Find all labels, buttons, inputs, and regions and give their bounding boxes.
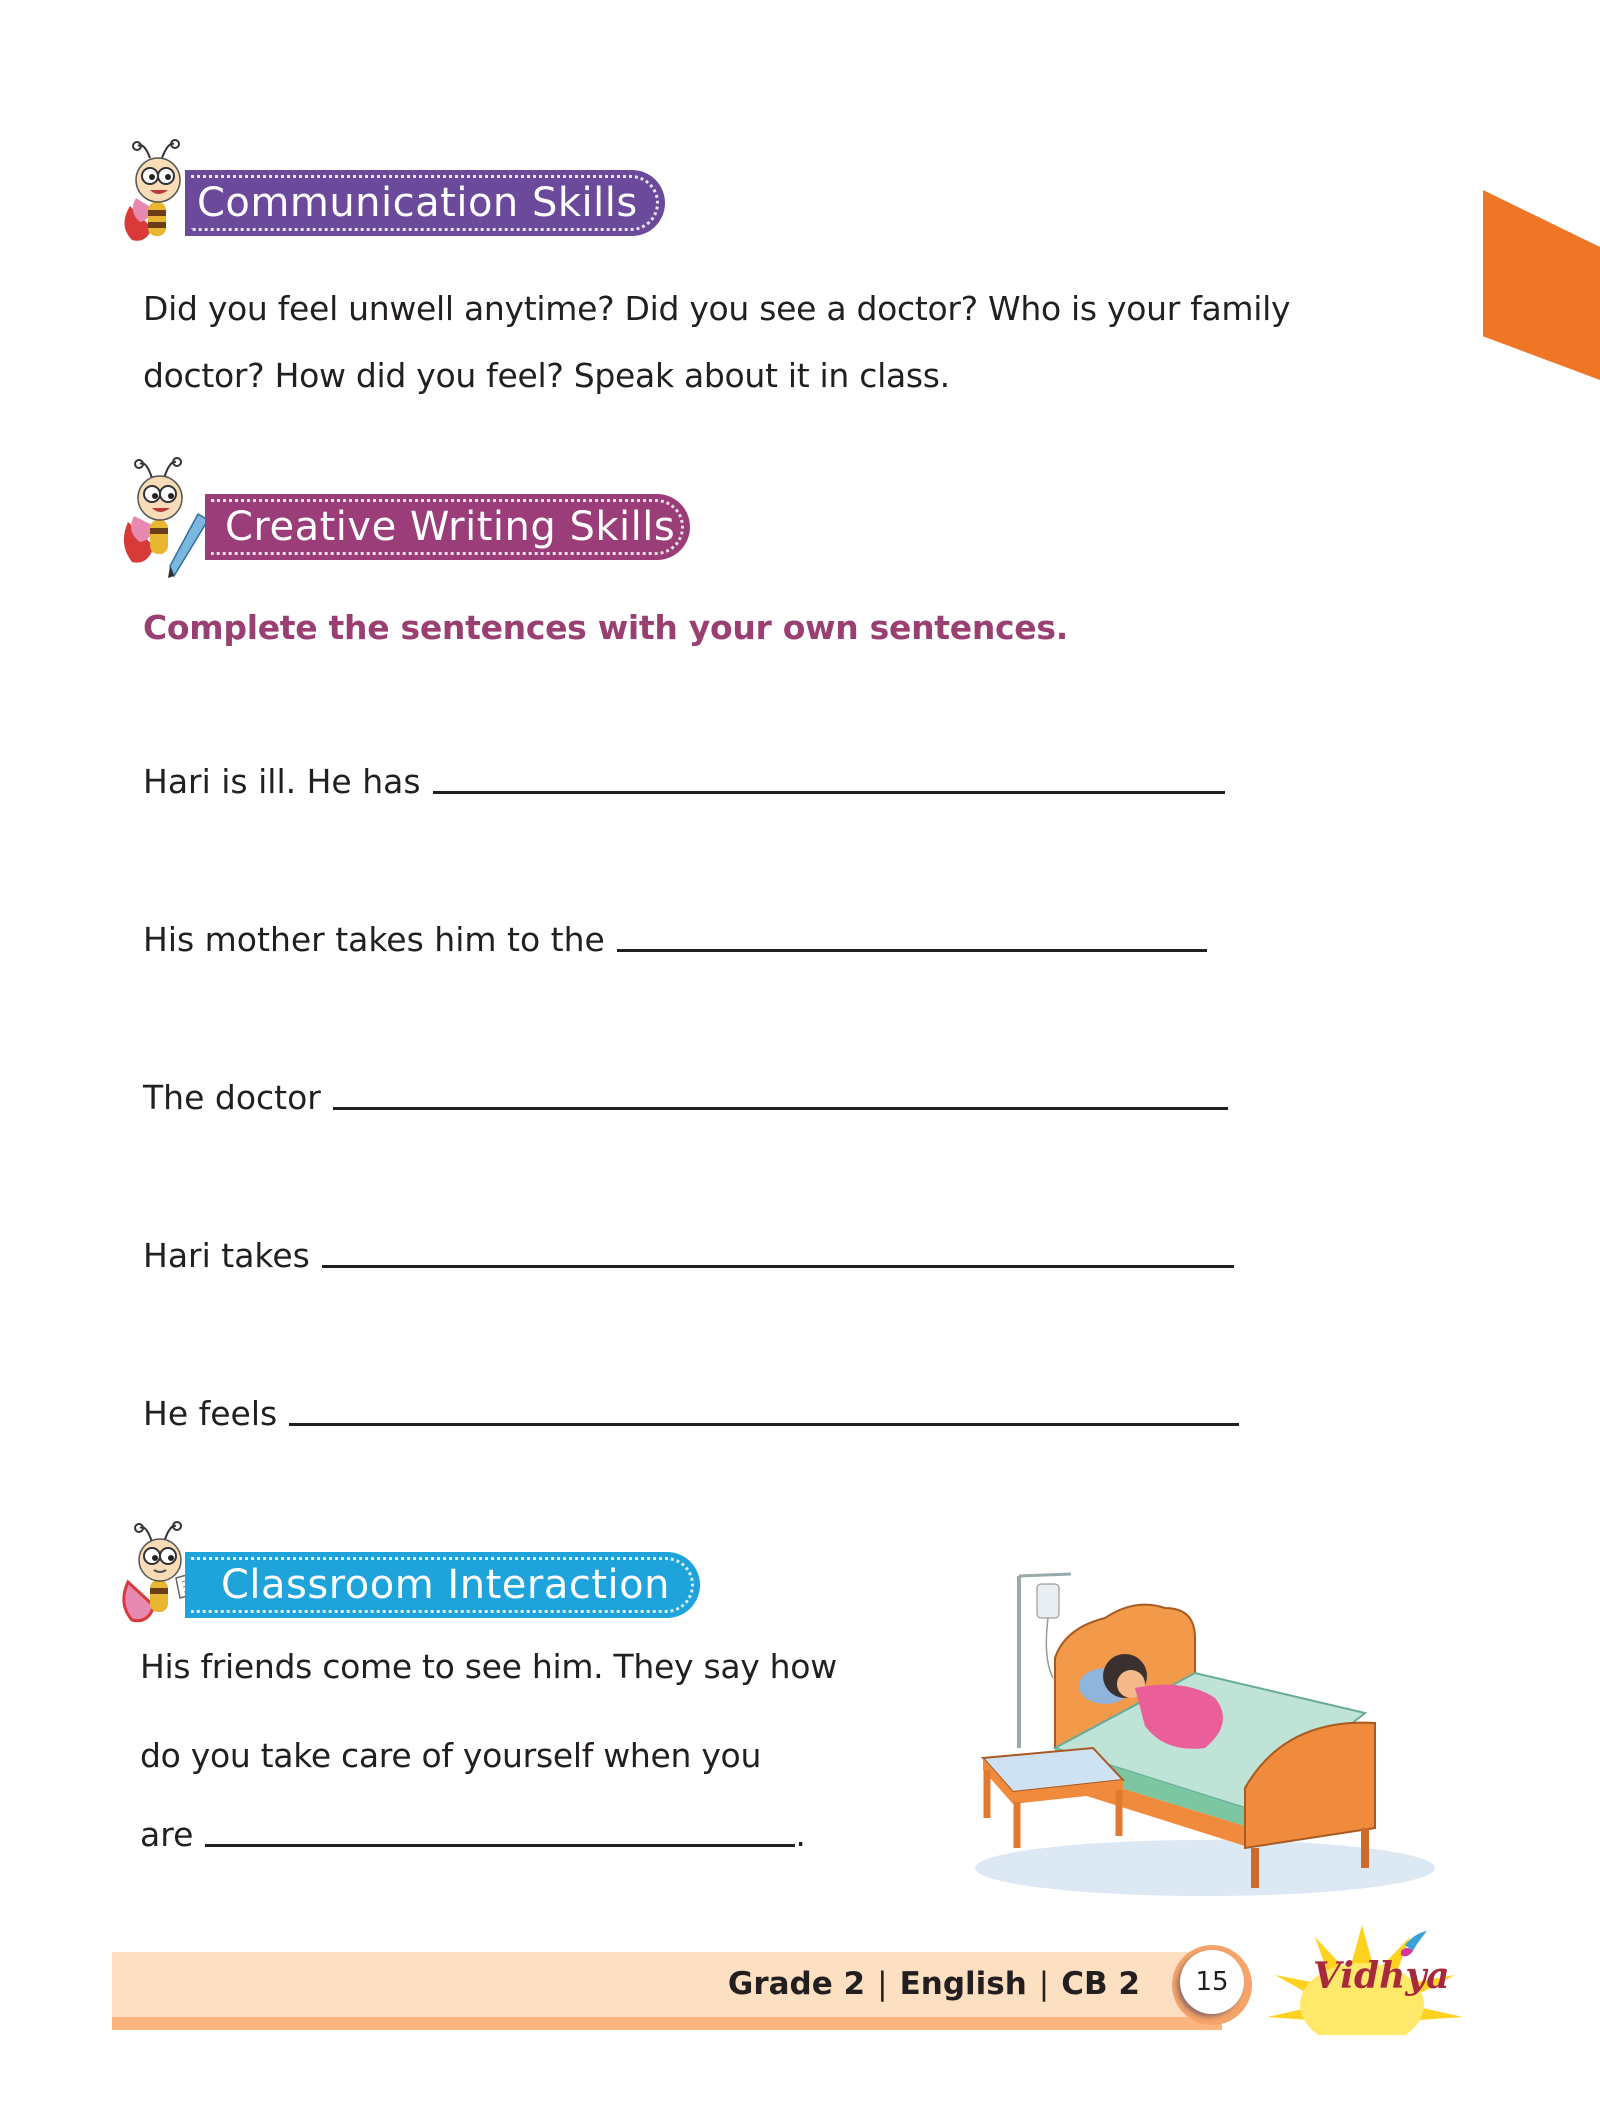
chapter-side-tab <box>1483 190 1600 380</box>
creative-writing-skills-banner <box>205 494 690 560</box>
footer-strip <box>112 2017 1222 2030</box>
page-number: 15 <box>1180 1950 1244 2014</box>
sentence-prompt-row <box>143 762 1225 801</box>
section-title: Communication Skills <box>197 180 638 226</box>
footer-book: CB 2 <box>1061 1966 1140 2002</box>
answer-blank-line[interactable] <box>205 1843 795 1847</box>
prompt-text: He feels <box>143 1394 278 1433</box>
prompt-line: His friends come to see him. They say how <box>140 1647 837 1686</box>
answer-blank-line[interactable] <box>617 948 1207 952</box>
sick-child-in-bed-illustration <box>955 1548 1445 1908</box>
sentence-prompt-row <box>143 920 1207 959</box>
prompt-line: Did you feel unwell anytime? Did you see a doctor? Who is your family <box>143 289 1291 328</box>
answer-blank-line[interactable] <box>433 790 1225 794</box>
communication-skills-banner <box>185 170 665 236</box>
prompt-text: The doctor <box>143 1078 321 1117</box>
prompt-text: His mother takes him to the <box>143 920 605 959</box>
footer-book-info <box>728 1958 1140 2010</box>
instruction-text: Complete the sentences with your own sentences. <box>143 608 1068 647</box>
vidhya-logo <box>1255 1925 1470 2035</box>
classroom-prompt <box>140 1622 837 1800</box>
logo-text: Vidhya <box>1313 1955 1450 1997</box>
answer-blank-line[interactable] <box>322 1264 1234 1268</box>
footer-separator: | <box>1038 1966 1050 2002</box>
prompt-line: do you take care of yourself when you <box>140 1736 762 1775</box>
communication-prompt <box>143 275 1290 409</box>
prompt-text: are <box>140 1815 194 1854</box>
footer-grade: Grade 2 <box>727 1966 866 2002</box>
bee-mascot-with-pencil-icon <box>122 450 202 560</box>
classroom-answer-row <box>140 1815 806 1854</box>
section-title: Creative Writing Skills <box>225 504 676 550</box>
sentence-period: . <box>795 1815 806 1854</box>
answer-blank-line[interactable] <box>333 1106 1228 1110</box>
prompt-text: Hari is ill. He has <box>143 762 421 801</box>
footer-separator: | <box>877 1966 888 2002</box>
sentence-prompt-row <box>143 1394 1239 1433</box>
classroom-interaction-banner <box>185 1552 700 1618</box>
prompt-text: Hari takes <box>143 1236 310 1275</box>
sentence-prompt-row <box>143 1236 1234 1275</box>
answer-blank-line[interactable] <box>289 1422 1239 1426</box>
section-title: Classroom Interaction <box>221 1562 670 1608</box>
footer-subject: English <box>899 1966 1027 2002</box>
prompt-line: doctor? How did you feel? Speak about it in class. <box>143 356 950 395</box>
sentence-prompt-row <box>143 1078 1228 1117</box>
